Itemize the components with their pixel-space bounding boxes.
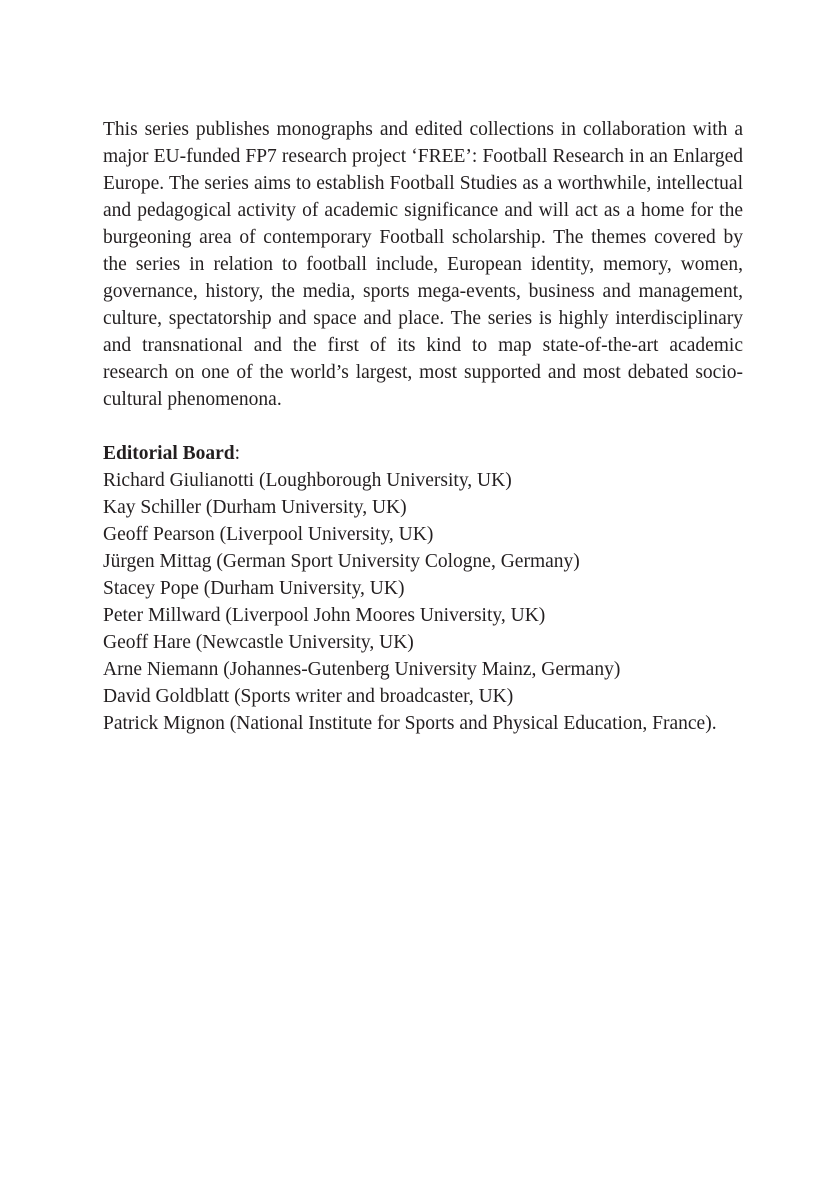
board-member: Richard Giulianotti (Loughborough University, UK) [103,470,512,491]
editorial-board-section [103,440,743,737]
board-member: Kay Schiller (Durham University, UK) [103,497,407,518]
board-member: Patrick Mignon (National Institute for Sports and Physical Education, France). [103,713,717,734]
board-member: David Goldblatt (Sports writer and broadcaster, UK) [103,686,514,707]
editorial-board-list [103,467,743,737]
board-member: Stacey Pope (Durham University, UK) [103,578,405,599]
series-description: This series publishes monographs and edited collections in collaboration with a major EU-funded FP7 research project ‘FREE’: Football Research in an Enlarged Europe. The series aims to establish Football Studies as a worthwhile, intellectual and pedagogical activity of academic significance and will act as a home for the burgeoning area of contemporary Football scholarship. The themes covered by the series in relation to football include, European identity, memory, women, governance, history, the media, sports mega-events, business and management, culture, spectatorship and space and place. The series is highly interdisciplinary and transnational and the first of its kind to map state-of-the-art academic research on one of the world’s largest, most supported and most debated socio-cultural phenomenona. [103,119,743,410]
page-content [103,116,743,737]
board-member: Jürgen Mittag (German Sport University Cologne, Germany) [103,551,580,572]
board-member: Arne Niemann (Johannes-Gutenberg University Mainz, Germany) [103,659,621,680]
board-member: Geoff Hare (Newcastle University, UK) [103,632,414,653]
board-member: Peter Millward (Liverpool John Moores University, UK) [103,605,546,626]
board-member: Geoff Pearson (Liverpool University, UK) [103,524,434,545]
editorial-board-heading [103,440,743,467]
editorial-board-heading-label: Editorial Board [103,443,235,464]
editorial-board-heading-colon: : [234,443,241,464]
